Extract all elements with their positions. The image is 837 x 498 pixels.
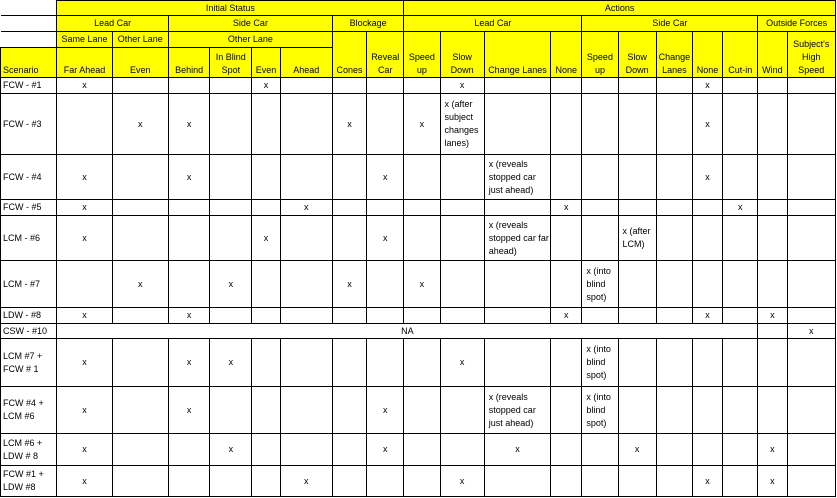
table-cell: x xyxy=(692,155,722,200)
table-cell xyxy=(551,261,582,308)
table-cell xyxy=(787,261,835,308)
table-cell xyxy=(332,216,366,261)
table-cell xyxy=(404,200,440,216)
table-cell xyxy=(656,94,692,155)
scenario-cell: FCW - #3 xyxy=(1,94,57,155)
table-cell xyxy=(582,434,618,466)
table-cell xyxy=(404,466,440,497)
table-cell: x xyxy=(723,200,758,216)
table-cell xyxy=(404,387,440,434)
table-cell xyxy=(582,78,618,94)
table-cell xyxy=(723,78,758,94)
table-cell: x (into blind spot) xyxy=(582,261,618,308)
table-cell xyxy=(280,308,332,324)
table-cell xyxy=(656,200,692,216)
table-cell xyxy=(692,434,722,466)
table-cell: x xyxy=(758,308,787,324)
col-side-none: None xyxy=(692,32,722,78)
table-cell xyxy=(332,387,366,434)
table-cell xyxy=(656,434,692,466)
scenario-cell: FCW - #5 xyxy=(1,200,57,216)
table-cell xyxy=(367,94,404,155)
table-cell xyxy=(252,339,280,387)
table-cell xyxy=(168,466,209,497)
table-cell xyxy=(551,155,582,200)
col-lead-speed-up: Speed up xyxy=(404,32,440,78)
col-blind-spot: In Blind Spot xyxy=(210,48,252,78)
table-cell xyxy=(404,216,440,261)
table-cell xyxy=(168,200,209,216)
table-cell xyxy=(367,308,404,324)
table-cell xyxy=(656,466,692,497)
table-cell: x (reveals stopped car just ahead) xyxy=(484,387,550,434)
table-cell xyxy=(280,216,332,261)
table-cell xyxy=(440,216,484,261)
header-side-car: Side Car xyxy=(168,16,332,32)
table-cell: x xyxy=(332,94,366,155)
table-cell xyxy=(484,78,550,94)
table-cell xyxy=(484,308,550,324)
table-cell xyxy=(692,339,722,387)
table-cell xyxy=(210,200,252,216)
header-other-lane: Other Lane xyxy=(112,32,168,48)
table-cell xyxy=(618,78,656,94)
table-cell xyxy=(252,261,280,308)
table-cell xyxy=(551,387,582,434)
corner-blank-2 xyxy=(1,16,57,32)
table-cell xyxy=(618,94,656,155)
corner-blank xyxy=(1,1,57,16)
table-cell xyxy=(484,466,550,497)
table-cell xyxy=(367,466,404,497)
table-cell xyxy=(758,200,787,216)
table-row xyxy=(1,155,836,200)
table-cell xyxy=(582,308,618,324)
table-cell xyxy=(758,94,787,155)
table-cell xyxy=(280,94,332,155)
table-cell xyxy=(112,78,168,94)
table-cell xyxy=(112,466,168,497)
table-cell: x xyxy=(551,308,582,324)
table-cell xyxy=(280,434,332,466)
table-cell xyxy=(210,466,252,497)
table-cell xyxy=(112,308,168,324)
table-cell xyxy=(551,466,582,497)
table-row xyxy=(1,434,836,466)
table-cell xyxy=(582,200,618,216)
table-cell: x xyxy=(758,434,787,466)
table-cell xyxy=(404,155,440,200)
table-cell: x xyxy=(57,387,112,434)
table-row xyxy=(1,216,836,261)
table-cell xyxy=(280,387,332,434)
table-cell: x xyxy=(168,387,209,434)
table-cell xyxy=(692,261,722,308)
table-cell: x xyxy=(692,78,722,94)
table-cell xyxy=(168,261,209,308)
table-cell xyxy=(692,216,722,261)
table-cell xyxy=(332,155,366,200)
table-cell xyxy=(210,78,252,94)
table-cell: x xyxy=(280,466,332,497)
table-cell xyxy=(758,324,787,339)
table-cell xyxy=(582,466,618,497)
header-outside-forces: Outside Forces xyxy=(758,16,836,32)
header-actions-lead-car: Lead Car xyxy=(404,16,582,32)
col-reveal-car: Reveal Car xyxy=(367,32,404,78)
table-cell: x xyxy=(367,387,404,434)
table-cell xyxy=(787,308,835,324)
table-cell: x xyxy=(692,308,722,324)
header-scenario: Scenario xyxy=(1,48,57,78)
col-lead-slow-down: Slow Down xyxy=(440,32,484,78)
table-cell xyxy=(112,155,168,200)
scenario-cell: LCM #7 + FCW # 1 xyxy=(1,339,57,387)
table-cell xyxy=(723,387,758,434)
table-cell xyxy=(168,78,209,94)
table-cell xyxy=(551,434,582,466)
table-cell: x xyxy=(692,466,722,497)
table-cell: x xyxy=(551,200,582,216)
table-cell xyxy=(723,155,758,200)
table-cell: x xyxy=(57,78,112,94)
table-cell: x xyxy=(252,216,280,261)
scenario-cell: LDW - #8 xyxy=(1,308,57,324)
table-cell: x xyxy=(332,261,366,308)
table-cell xyxy=(551,94,582,155)
table-cell xyxy=(440,200,484,216)
table-cell: x xyxy=(404,94,440,155)
table-cell: x xyxy=(57,216,112,261)
scenario-cell: FCW - #4 xyxy=(1,155,57,200)
table-row xyxy=(1,387,836,434)
table-cell: x xyxy=(404,261,440,308)
table-cell xyxy=(252,200,280,216)
table-cell xyxy=(582,94,618,155)
table-cell xyxy=(112,216,168,261)
table-cell xyxy=(252,387,280,434)
table-cell xyxy=(692,200,722,216)
table-cell xyxy=(332,200,366,216)
table-cell: x xyxy=(210,261,252,308)
table-cell xyxy=(280,339,332,387)
table-cell: x (into blind spot) xyxy=(582,387,618,434)
table-row xyxy=(1,324,836,339)
table-cell xyxy=(582,216,618,261)
table-cell xyxy=(252,434,280,466)
col-far-ahead: Far Ahead xyxy=(57,48,112,78)
table-cell xyxy=(656,155,692,200)
table-cell: x (after LCM) xyxy=(618,216,656,261)
table-cell xyxy=(112,387,168,434)
table-cell: x xyxy=(57,155,112,200)
table-cell xyxy=(404,308,440,324)
header-side-other-lane: Other Lane xyxy=(168,32,332,48)
table-cell xyxy=(656,339,692,387)
header-same-lane: Same Lane xyxy=(57,32,112,48)
table-cell xyxy=(787,155,835,200)
table-cell xyxy=(112,339,168,387)
table-cell xyxy=(787,78,835,94)
col-cones: Cones xyxy=(332,32,366,78)
col-behind: Behind xyxy=(168,48,209,78)
table-cell xyxy=(656,261,692,308)
table-row xyxy=(1,261,836,308)
table-cell xyxy=(280,261,332,308)
col-wind: Wind xyxy=(758,32,787,78)
table-cell xyxy=(758,78,787,94)
header-blockage: Blockage xyxy=(332,16,403,32)
col-side-change-lanes: Change Lanes xyxy=(656,32,692,78)
table-cell xyxy=(787,200,835,216)
table-cell: x xyxy=(787,324,835,339)
table-cell: x xyxy=(367,216,404,261)
table-cell xyxy=(57,261,112,308)
table-cell xyxy=(551,216,582,261)
table-cell xyxy=(332,308,366,324)
scenario-cell: LCM - #7 xyxy=(1,261,57,308)
table-cell: x xyxy=(440,466,484,497)
na-cell: NA xyxy=(57,324,758,339)
table-cell: x xyxy=(692,94,722,155)
header-actions: Actions xyxy=(404,1,836,16)
table-cell: x xyxy=(112,261,168,308)
table-cell xyxy=(656,216,692,261)
table-cell: x xyxy=(168,155,209,200)
table-cell xyxy=(252,155,280,200)
table-cell: x xyxy=(57,200,112,216)
table-cell xyxy=(551,339,582,387)
table-cell xyxy=(440,434,484,466)
table-cell xyxy=(787,387,835,434)
table-cell xyxy=(332,339,366,387)
table-cell: x xyxy=(57,434,112,466)
table-cell: x (into blind spot) xyxy=(582,339,618,387)
col-lead-change-lanes: Change Lanes xyxy=(484,32,550,78)
table-cell xyxy=(484,261,550,308)
table-cell xyxy=(787,94,835,155)
table-row xyxy=(1,200,836,216)
table-cell xyxy=(618,339,656,387)
table-cell xyxy=(440,155,484,200)
table-cell xyxy=(252,94,280,155)
col-cut-in: Cut-in xyxy=(723,32,758,78)
table-cell: x xyxy=(440,339,484,387)
table-cell: x xyxy=(484,434,550,466)
col-side-speed-up: Speed up xyxy=(582,32,618,78)
table-cell xyxy=(618,466,656,497)
table-cell xyxy=(367,200,404,216)
table-cell xyxy=(582,155,618,200)
table-cell: x xyxy=(280,200,332,216)
table-cell xyxy=(367,78,404,94)
table-cell xyxy=(210,155,252,200)
table-cell xyxy=(758,387,787,434)
scenario-cell: FCW #4 + LCM #6 xyxy=(1,387,57,434)
table-cell xyxy=(618,200,656,216)
table-cell xyxy=(723,94,758,155)
table-cell xyxy=(618,387,656,434)
scenario-cell: CSW - #10 xyxy=(1,324,57,339)
table-cell xyxy=(280,155,332,200)
table-cell xyxy=(168,216,209,261)
table-cell xyxy=(723,466,758,497)
table-cell xyxy=(758,339,787,387)
col-high-speed: Subject's High Speed xyxy=(787,32,835,78)
table-cell xyxy=(484,339,550,387)
table-cell xyxy=(440,308,484,324)
table-cell xyxy=(758,216,787,261)
scenario-cell: FCW #1 + LDW #8 xyxy=(1,466,57,497)
table-cell: x xyxy=(367,434,404,466)
table-cell: x xyxy=(210,339,252,387)
header-initial-status: Initial Status xyxy=(57,1,404,16)
col-ahead: Ahead xyxy=(280,48,332,78)
table-cell: x xyxy=(168,94,209,155)
header-lead-car: Lead Car xyxy=(57,16,169,32)
table-cell: x (reveals stopped car far ahead) xyxy=(484,216,550,261)
table-cell xyxy=(280,78,332,94)
corner-blank-3 xyxy=(1,32,57,48)
table-cell xyxy=(367,339,404,387)
table-cell xyxy=(723,216,758,261)
table-cell xyxy=(656,308,692,324)
table-cell xyxy=(484,94,550,155)
table-cell: x xyxy=(168,308,209,324)
table-cell xyxy=(758,155,787,200)
table-cell xyxy=(484,200,550,216)
header-actions-side-car: Side Car xyxy=(582,16,758,32)
table-cell: x xyxy=(168,339,209,387)
table-cell xyxy=(112,434,168,466)
table-row xyxy=(1,308,836,324)
table-row xyxy=(1,339,836,387)
table-cell xyxy=(723,308,758,324)
table-cell xyxy=(367,261,404,308)
table-row xyxy=(1,466,836,497)
table-cell xyxy=(404,339,440,387)
table-cell: x xyxy=(112,94,168,155)
table-cell: x xyxy=(252,78,280,94)
table-cell xyxy=(404,78,440,94)
table-cell xyxy=(210,94,252,155)
col-side-even: Even xyxy=(252,48,280,78)
table-cell xyxy=(440,261,484,308)
table-cell: x (reveals stopped car just ahead) xyxy=(484,155,550,200)
table-cell xyxy=(252,466,280,497)
table-cell: x xyxy=(210,434,252,466)
table-cell xyxy=(618,261,656,308)
table-cell: x xyxy=(57,339,112,387)
table-cell xyxy=(656,387,692,434)
table-cell xyxy=(692,387,722,434)
table-cell xyxy=(618,308,656,324)
table-cell xyxy=(332,466,366,497)
table-cell xyxy=(787,339,835,387)
table-cell xyxy=(332,78,366,94)
scenario-cell: FCW - #1 xyxy=(1,78,57,94)
table-cell xyxy=(332,434,366,466)
table-body xyxy=(1,78,836,497)
table-cell xyxy=(404,434,440,466)
table-cell xyxy=(112,200,168,216)
col-lead-none: None xyxy=(551,32,582,78)
col-other-even: Even xyxy=(112,48,168,78)
table-cell xyxy=(440,387,484,434)
table-cell xyxy=(252,308,280,324)
table-cell xyxy=(787,466,835,497)
table-cell xyxy=(787,434,835,466)
table-cell: x xyxy=(367,155,404,200)
table-cell: x xyxy=(57,466,112,497)
table-cell: x xyxy=(57,308,112,324)
table-cell xyxy=(210,216,252,261)
table-cell xyxy=(723,434,758,466)
table-cell xyxy=(210,387,252,434)
table-cell xyxy=(656,78,692,94)
table-cell xyxy=(618,155,656,200)
table-cell xyxy=(551,78,582,94)
table-cell: x xyxy=(758,466,787,497)
table-cell xyxy=(723,339,758,387)
table-cell xyxy=(57,94,112,155)
table-row xyxy=(1,94,836,155)
table-cell xyxy=(168,434,209,466)
scenario-cell: LCM #6 + LDW # 8 xyxy=(1,434,57,466)
table-cell: x xyxy=(618,434,656,466)
table-cell xyxy=(787,216,835,261)
scenario-cell: LCM - #6 xyxy=(1,216,57,261)
table-row xyxy=(1,78,836,94)
table-cell xyxy=(758,261,787,308)
table-cell: x xyxy=(440,78,484,94)
col-side-slow-down: Slow Down xyxy=(618,32,656,78)
table-cell xyxy=(723,261,758,308)
table-cell: x (after subject changes lanes) xyxy=(440,94,484,155)
table-cell xyxy=(210,308,252,324)
